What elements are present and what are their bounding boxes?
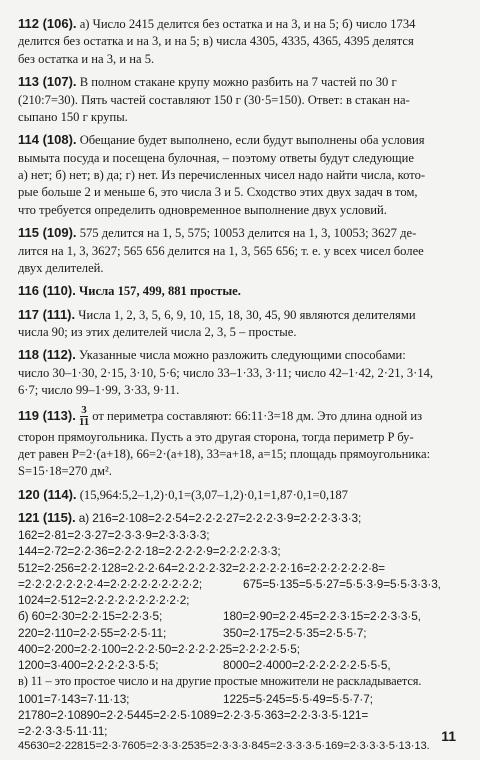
fraction-numerator: 3 xyxy=(81,404,87,416)
exercise-118 xyxy=(18,346,468,399)
exercise-112 xyxy=(18,15,468,68)
exercise-text: число 30–1·30, 2·15, 3·10, 5·6; число 33–1·33, 3·11; число 42–1·42, 2·21, 3·14, xyxy=(18,365,434,380)
exercise-116 xyxy=(18,282,468,300)
exercise-number: 121 (115). xyxy=(18,510,76,526)
exercise-text: 21780=2·10890=2·2·5445=2·2·5·1089=2·2·3·5·363=2·2·3·3·5·121= xyxy=(18,707,369,722)
exercise-text: S=15·18=270 дм². xyxy=(18,464,112,479)
exercise-text: 1225=5·245=5·5·49=5·5·7·7; xyxy=(223,691,373,706)
exercise-text: В полном стакане крупу можно разбить на 7 частей по 30 г xyxy=(79,75,397,90)
exercise-text: без остатка и на 3, и на 5. xyxy=(18,51,155,66)
exercise-text: лится на 1, 3, 3627; 565 656 делится на 1, 3, 565 656; т. е. у всех чисел более xyxy=(18,243,424,258)
exercise-text: Числа 1, 2, 3, 5, 6, 9, 10, 15, 18, 30, 45, 90 являются делителями xyxy=(78,307,416,322)
exercise-text: 144=2·72=2·2·36=2·2·2·18=2·2·2·2·9=2·2·2·2·3·3; xyxy=(18,544,281,559)
exercise-text: а) Число 2415 делится без остатка и на 3, и на 5; б) число 1734 xyxy=(79,17,416,31)
exercise-text: делится без остатка и на 3, и на 5; в) числа 4305, 4335, 4365, 4395 делятся xyxy=(18,34,414,49)
exercise-text: рые больше 2 и меньше 6, это числа 3 и 5. Сходство этих двух задач в том, xyxy=(18,185,418,200)
exercise-text: 512=2·256=2·2·128=2·2·2·64=2·2·2·2·32=2·2·2·2·2·16=2·2·2·2·2·2·8= xyxy=(18,560,385,575)
exercise-117 xyxy=(18,306,468,342)
exercise-text: 162=2·81=2·3·27=2·3·3·9=2·3·3·3·3; xyxy=(18,528,210,543)
exercise-text: =2·2·2·2·2·2·2·4=2·2·2·2·2·2·2·2·2; xyxy=(18,576,203,591)
exercise-text: 1200=3·400=2·2·2·2·3·5·5; xyxy=(18,658,159,673)
exercise-text: сыпано 150 г крупы. xyxy=(18,109,128,124)
fraction xyxy=(79,405,89,429)
fraction-denominator: 11 xyxy=(78,416,90,429)
exercise-text: двух делителей. xyxy=(18,260,104,275)
exercise-number: 118 (112). xyxy=(18,347,76,363)
page-number: 11 xyxy=(441,727,456,744)
exercise-text: 180=2·90=2·2·45=2·2·3·15=2·2·3·3·5, xyxy=(223,609,421,624)
exercise-number: 116 (110). xyxy=(18,283,76,299)
exercise-113 xyxy=(18,73,468,126)
exercise-text: в) 11 – это простое число и на другие простые множители не раскладывается. xyxy=(18,674,422,689)
exercise-text: 6·7; число 99–1·99, 3·33, 9·11. xyxy=(18,383,180,398)
exercise-text: 575 делится на 1, 5, 575; 10053 делится на 1, 3, 10053; 3627 де- xyxy=(79,226,417,241)
exercise-119 xyxy=(18,405,468,481)
exercise-text: 400=2·200=2·2·100=2·2·2·50=2·2·2·2·25=2·2·2·2·5·5; xyxy=(18,641,300,656)
exercise-text: Указанные числа можно разложить следующими способами: xyxy=(78,348,406,363)
exercise-text: =2·2·3·3·5·11·11; xyxy=(18,724,108,739)
exercise-text: что требуется определить одновременное выполнение двух условий. xyxy=(18,202,387,217)
exercise-text: вымыта посуда и посещена булочная, – поэтому ответы будут следующие xyxy=(18,150,414,165)
exercise-number: 120 (114). xyxy=(18,486,77,502)
exercise-120 xyxy=(18,486,468,504)
exercise-text: 1001=7·143=7·11·13; xyxy=(18,691,130,706)
exercise-number: 119 (113). xyxy=(18,407,76,423)
exercise-114 xyxy=(18,131,468,219)
exercise-text: 220=2·110=2·2·55=2·2·5·11; xyxy=(18,625,167,640)
exercise-number: 114 (108). xyxy=(18,132,77,148)
exercise-text: 8000=2·4000=2·2·2·2·2·2·5·5·5, xyxy=(223,658,391,673)
exercise-number: 113 (107). xyxy=(18,74,77,90)
exercise-text: б) 60=2·30=2·2·15=2·2·3·5; xyxy=(18,609,163,624)
exercise-number: 117 (111). xyxy=(18,306,76,322)
exercise-text: дет равен P=2·(a+18), 66=2·(a+18), 33=a+18, a=15; площадь прямоугольника: xyxy=(18,446,431,461)
exercise-text: Обещание будет выполнено, если будут выполнены оба условия xyxy=(79,133,425,148)
exercise-text: 45630=2·22815=2·3·7605=2·3·3·2535=2·3·3·3·845=2·3·3·3·5·169=2·3·3·3·5·13·13. xyxy=(18,740,430,753)
exercise-text: сторон прямоугольника. Пусть a это другая сторона, тогда периметр P бу- xyxy=(18,429,414,444)
exercise-text: от периметра составляют: 66:11·3=18 дм. Это длина одной из xyxy=(92,408,423,423)
exercise-number: 115 (109). xyxy=(18,225,77,241)
exercise-115 xyxy=(18,224,468,277)
exercise-text: а) 216=2·108=2·2·54=2·2·2·27=2·2·2·3·9=2·2·2·3·3·3; xyxy=(78,511,362,526)
exercise-text: 350=2·175=2·5·35=2·5·5·7; xyxy=(223,625,367,640)
exercise-text: а) нет; б) нет; в) да; г) нет. Из перечисленных чисел надо найти числа, кото- xyxy=(18,168,426,182)
exercise-text: 675=5·135=5·5·27=5·5·3·9=5·5·3·3·3, xyxy=(243,576,441,591)
exercise-text: числа 90; из этих делителей числа 2, 3, 5 – простые. xyxy=(18,325,297,339)
exercise-121 xyxy=(18,509,468,755)
exercise-text: 1024=2·512=2·2·2·2·2·2·2·2·2·2; xyxy=(18,593,190,608)
exercise-text: Числа 157, 499, 881 простые. xyxy=(78,284,241,299)
exercise-text: (15,964:5,2–1,2)·0,1=(3,07–1,2)·0,1=1,87·0,1=0,187 xyxy=(79,487,348,502)
exercise-number: 112 (106). xyxy=(18,16,77,31)
exercise-text: (210:7=30). Пять частей составляют 150 г (30·5=150). Ответ: в стакан на- xyxy=(18,92,410,107)
